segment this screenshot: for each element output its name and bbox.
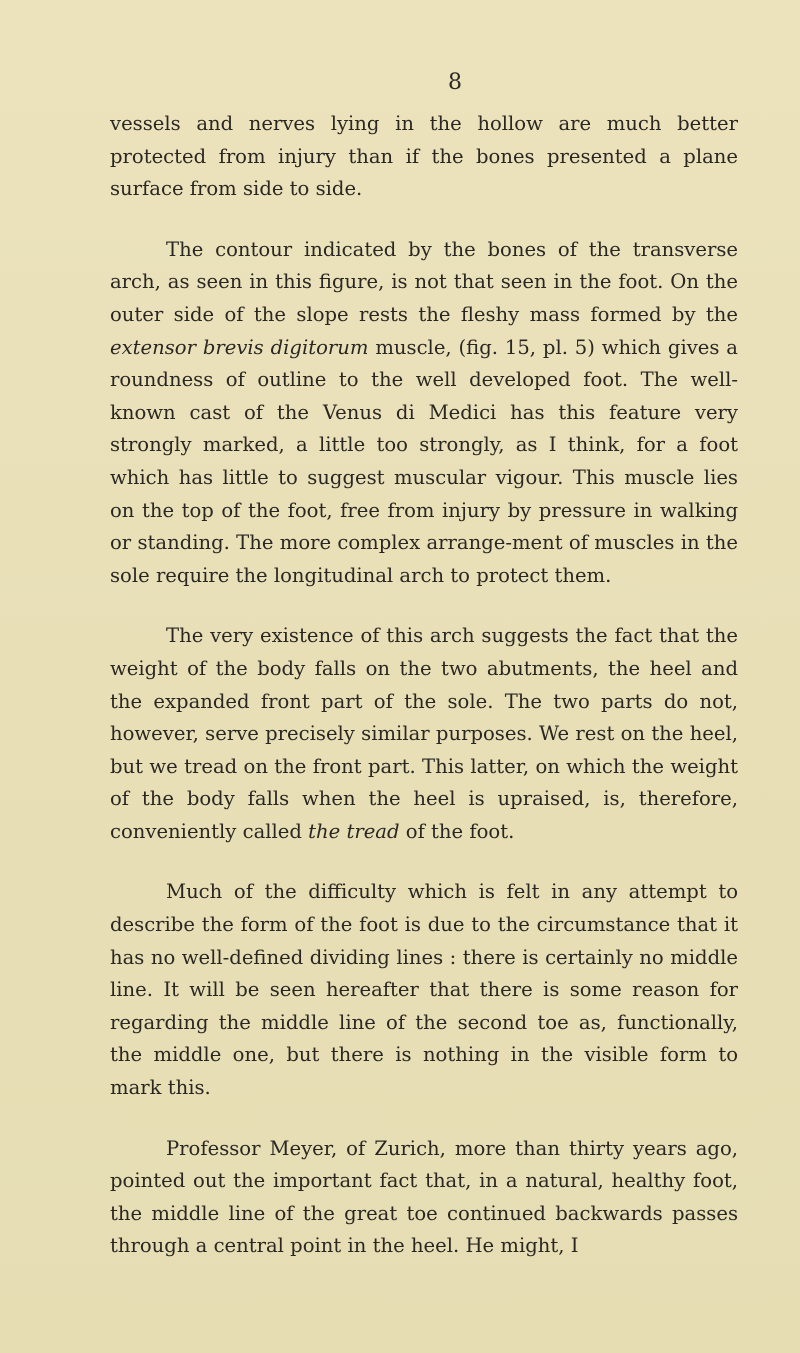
page-number: 8 — [448, 70, 462, 95]
paragraph-3-text-b: of the foot. — [399, 819, 515, 843]
paragraph-2-text-b: muscle, (fig. 15, pl. 5) which gives a roundness of outline to the well developed foot. The well-known cast of the Venus di Medici has this feature very strongly marked, a little too strongly, as I think, for a foot which has little to suggest muscular vigour. This muscle lies on the top of the foot, free from injury by pressure in walking or standing. The more complex arrange-ment of muscles in the sole require the longitudinal arch to protect them. — [110, 335, 738, 587]
paragraph-5 — [110, 1133, 738, 1263]
paragraph-2-text-a: The contour indicated by the bones of the transverse arch, as seen in this figure, is not that seen in the foot. On the outer side of the slope rests the fleshy mass formed by the — [110, 237, 738, 326]
paragraph-3 — [110, 620, 738, 848]
paragraph-1-text: vessels and nerves lying in the hollow are much better protected from injury than if the bones presented a plane surface from side to side. — [110, 112, 738, 201]
paragraph-5-text: Professor Meyer, of Zurich, more than thirty years ago, pointed out the important fact that, in a natural, healthy foot, the middle line of the great toe continued backwards passes through a central point in the heel. He might, I — [110, 1136, 738, 1258]
paragraph-1 — [110, 108, 738, 206]
body-text — [110, 108, 738, 1263]
paragraph-3-text-a: The very existence of this arch suggests the fact that the weight of the body falls on the two abutments, the heel and the expanded front part of the sole. The two parts do not, however, serve precisely similar purposes. We rest on the heel, but we tread on the front part. This latter, on which the weight of the body falls when the heel is upraised, is, therefore, conveniently called — [110, 624, 738, 843]
paragraph-4-text: Much of the difficulty which is felt in any attempt to describe the form of the foot is due to the circumstance that it has no well-defined dividing lines : there is certainly no middle line. It will be seen hereafter that there is some reason for regarding the middle line of the second toe as, functionally, the middle one, but there is nothing in the visible form to mark this. — [110, 880, 738, 1100]
paragraph-4 — [110, 876, 738, 1104]
paragraph-2 — [110, 234, 738, 593]
paragraph-2-italic-muscle-name: extensor brevis digitorum — [110, 335, 369, 359]
paragraph-3-italic-term: the tread — [308, 819, 400, 843]
